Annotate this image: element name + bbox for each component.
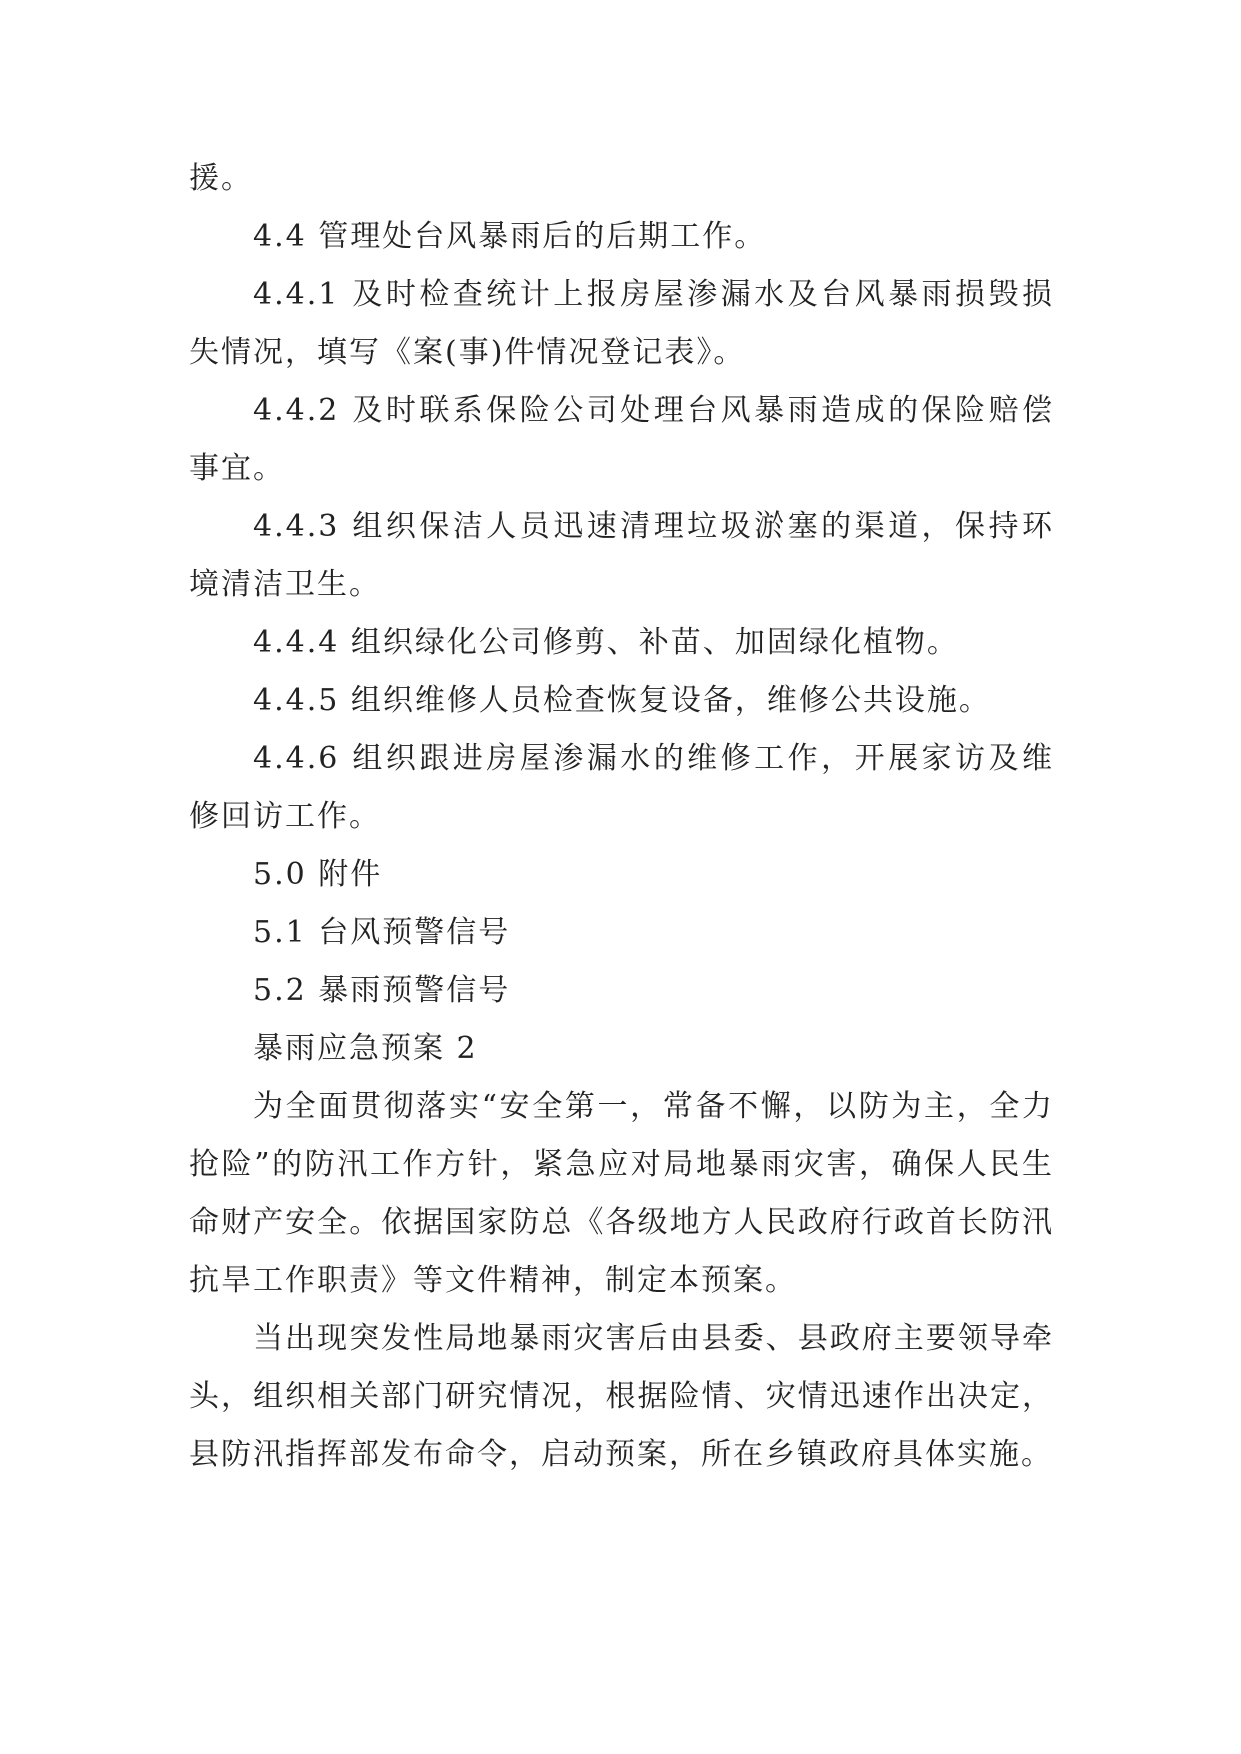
list-item-5-2: 5.2 暴雨预警信号 — [253, 973, 511, 1008]
paragraph-continuation: 援。 — [189, 161, 253, 196]
document-title-2: 暴雨应急预案 2 — [253, 1031, 478, 1066]
document-page — [189, 150, 1054, 1484]
list-item-5-1: 5.1 台风预警信号 — [253, 915, 511, 950]
section-heading-4-4: 4.4 管理处台风暴雨后的后期工作。 — [253, 219, 767, 254]
paragraph-procedure: 当出现突发性局地暴雨灾害后由县委、县政府主要领导牵头，组织相关部门研究情况，根据险情、灾情迅速作出决定，县防汛指挥部发布命令，启动预案，所在乡镇政府具体实施。 — [189, 1321, 1054, 1472]
section-heading-5-0: 5.0 附件 — [253, 857, 383, 892]
paragraph-4-4-6: 4.4.6 组织跟进房屋渗漏水的维修工作，开展家访及维修回访工作。 — [189, 741, 1054, 834]
paragraph-4-4-1: 4.4.1 及时检查统计上报房屋渗漏水及台风暴雨损毁损失情况，填写《案(事)件情况登记表》。 — [189, 277, 1054, 370]
paragraph-4-4-4: 4.4.4 组织绿化公司修剪、补苗、加固绿化植物。 — [253, 625, 959, 660]
paragraph-intro: 为全面贯彻落实“安全第一，常备不懈，以防为主，全力抢险”的防汛工作方针，紧急应对局地暴雨灾害，确保人民生命财产安全。依据国家防总《各级地方人民政府行政首长防汛抗旱工作职责》等文件精神，制定本预案。 — [189, 1089, 1054, 1298]
paragraph-4-4-5: 4.4.5 组织维修人员检查恢复设备，维修公共设施。 — [253, 683, 991, 718]
paragraph-4-4-2: 4.4.2 及时联系保险公司处理台风暴雨造成的保险赔偿事宜。 — [189, 393, 1054, 486]
paragraph-4-4-3: 4.4.3 组织保洁人员迅速清理垃圾淤塞的渠道，保持环境清洁卫生。 — [189, 509, 1054, 602]
